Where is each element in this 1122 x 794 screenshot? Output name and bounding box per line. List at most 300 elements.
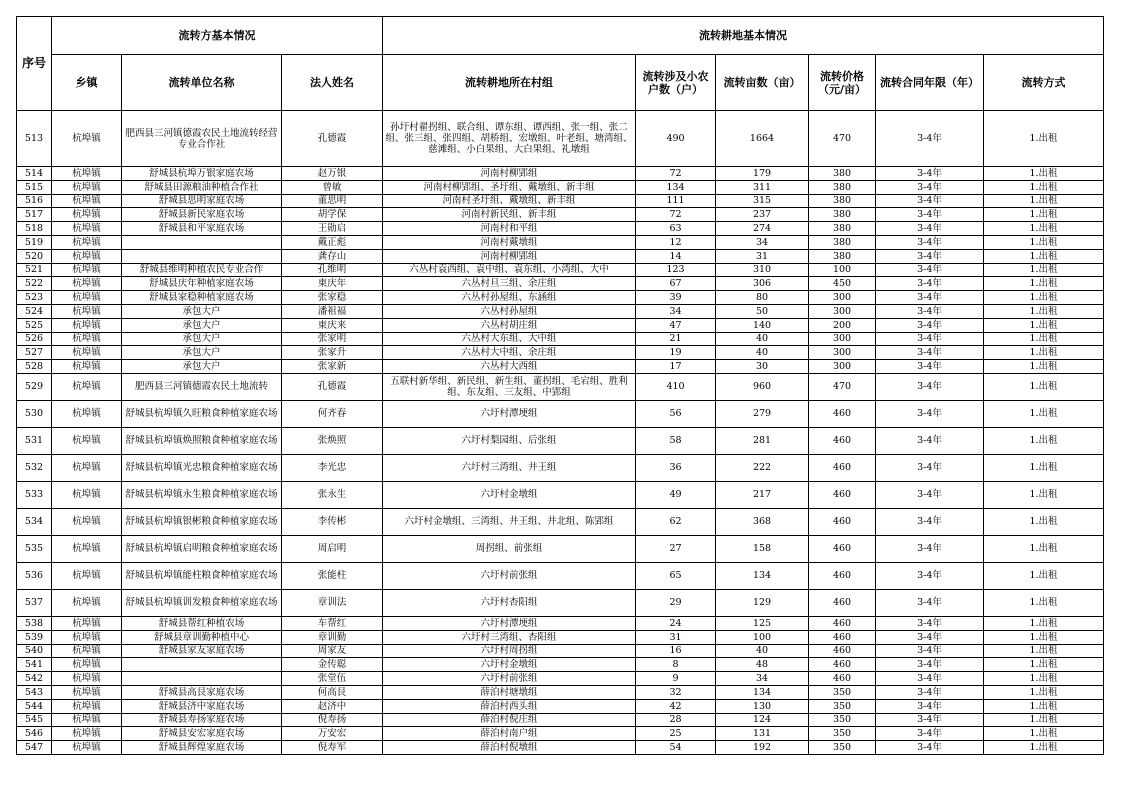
cell-location: 河南村圣圩组、戴墩组、新丰组 (383, 194, 636, 208)
cell-term: 3-4年 (876, 111, 984, 167)
cell-town: 杭埠镇 (52, 332, 122, 346)
cell-town: 杭埠镇 (52, 589, 122, 616)
cell-method: 1.出租 (984, 373, 1104, 400)
cell-area: 125 (716, 616, 809, 630)
table-row (17, 167, 1104, 181)
cell-area: 34 (716, 235, 809, 249)
cell-unit: 舒城县和平家庭农场 (122, 222, 282, 236)
cell-price: 300 (809, 291, 876, 305)
cell-households: 14 (636, 249, 716, 263)
cell-term: 3-4年 (876, 291, 984, 305)
cell-person: 张能柱 (282, 562, 383, 589)
cell-method: 1.出租 (984, 360, 1104, 374)
cell-area: 50 (716, 304, 809, 318)
cell-method: 1.出租 (984, 400, 1104, 427)
cell-person: 孔维明 (282, 263, 383, 277)
cell-person: 章训法 (282, 589, 383, 616)
cell-town: 杭埠镇 (52, 562, 122, 589)
cell-term: 3-4年 (876, 167, 984, 181)
cell-method: 1.出租 (984, 535, 1104, 562)
header-person: 法人姓名 (282, 55, 383, 111)
cell-households: 63 (636, 222, 716, 236)
header-seq: 序号 (17, 17, 52, 111)
cell-area: 960 (716, 373, 809, 400)
cell-unit: 舒城县家友家庭农场 (122, 644, 282, 658)
cell-location: 六圩村金墩组 (383, 481, 636, 508)
cell-term: 3-4年 (876, 249, 984, 263)
cell-seq: 541 (17, 658, 52, 672)
cell-term: 3-4年 (876, 277, 984, 291)
cell-person: 倪寿军 (282, 741, 383, 755)
cell-seq: 519 (17, 235, 52, 249)
cell-term: 3-4年 (876, 713, 984, 727)
cell-seq: 531 (17, 427, 52, 454)
cell-location: 薛泊村倪墩组 (383, 741, 636, 755)
table-row (17, 589, 1104, 616)
cell-town: 杭埠镇 (52, 111, 122, 167)
table-row (17, 616, 1104, 630)
cell-seq: 546 (17, 727, 52, 741)
cell-location: 六圩村梨园组、后张组 (383, 427, 636, 454)
cell-location: 六丛村大中组、余庄组 (383, 346, 636, 360)
cell-unit: 舒城县杭埠镇训发粮食种植家庭农场 (122, 589, 282, 616)
cell-price: 300 (809, 360, 876, 374)
cell-person: 東庆来 (282, 318, 383, 332)
cell-price: 100 (809, 263, 876, 277)
cell-price: 470 (809, 111, 876, 167)
cell-price: 380 (809, 194, 876, 208)
cell-area: 30 (716, 360, 809, 374)
cell-location: 六丛村孙屋组 (383, 304, 636, 318)
cell-method: 1.出租 (984, 727, 1104, 741)
cell-unit: 舒城县杭埠镇焕照粮食种植家庭农场 (122, 427, 282, 454)
header-households: 流转涉及小农户数（户） (636, 55, 716, 111)
cell-area: 129 (716, 589, 809, 616)
cell-area: 1664 (716, 111, 809, 167)
cell-area: 31 (716, 249, 809, 263)
cell-location: 周拐组、前张组 (383, 535, 636, 562)
cell-price: 350 (809, 741, 876, 755)
cell-price: 200 (809, 318, 876, 332)
cell-person: 曾敏 (282, 180, 383, 194)
cell-town: 杭埠镇 (52, 535, 122, 562)
cell-person: 车帮红 (282, 616, 383, 630)
cell-term: 3-4年 (876, 208, 984, 222)
table-row (17, 630, 1104, 644)
cell-method: 1.出租 (984, 318, 1104, 332)
cell-town: 杭埠镇 (52, 400, 122, 427)
cell-person: 周家友 (282, 644, 383, 658)
cell-location: 六丛村孙屋组、东涵组 (383, 291, 636, 305)
cell-households: 65 (636, 562, 716, 589)
cell-area: 134 (716, 685, 809, 699)
cell-location: 河南村柳郢组 (383, 249, 636, 263)
cell-person: 戴正彪 (282, 235, 383, 249)
table-row (17, 427, 1104, 454)
cell-town: 杭埠镇 (52, 249, 122, 263)
cell-unit (122, 249, 282, 263)
header-location: 流转耕地所在村组 (383, 55, 636, 111)
cell-town: 杭埠镇 (52, 277, 122, 291)
cell-method: 1.出租 (984, 685, 1104, 699)
cell-method: 1.出租 (984, 235, 1104, 249)
cell-area: 274 (716, 222, 809, 236)
cell-seq: 540 (17, 644, 52, 658)
table-row (17, 263, 1104, 277)
cell-seq: 522 (17, 277, 52, 291)
cell-person: 章训勤 (282, 630, 383, 644)
cell-seq: 537 (17, 589, 52, 616)
cell-location: 六圩村前张组 (383, 562, 636, 589)
cell-area: 306 (716, 277, 809, 291)
cell-seq: 520 (17, 249, 52, 263)
cell-price: 380 (809, 222, 876, 236)
cell-unit: 舒城县杭埠镇永生粮食种植家庭农场 (122, 481, 282, 508)
header-price: 流转价格（元/亩） (809, 55, 876, 111)
cell-unit: 舒城县帮红种植农场 (122, 616, 282, 630)
table-row (17, 360, 1104, 374)
cell-seq: 513 (17, 111, 52, 167)
cell-person: 万安宏 (282, 727, 383, 741)
cell-term: 3-4年 (876, 454, 984, 481)
cell-term: 3-4年 (876, 616, 984, 630)
cell-town: 杭埠镇 (52, 454, 122, 481)
cell-households: 62 (636, 508, 716, 535)
table-row (17, 373, 1104, 400)
cell-seq: 523 (17, 291, 52, 305)
table-row (17, 741, 1104, 755)
cell-seq: 527 (17, 346, 52, 360)
cell-location: 六丛村袁西组、袁中组、袁东组、小湾组、大中 (383, 263, 636, 277)
cell-area: 134 (716, 562, 809, 589)
cell-area: 48 (716, 658, 809, 672)
cell-town: 杭埠镇 (52, 508, 122, 535)
table-row (17, 180, 1104, 194)
cell-price: 380 (809, 235, 876, 249)
cell-price: 350 (809, 727, 876, 741)
cell-households: 123 (636, 263, 716, 277)
cell-term: 3-4年 (876, 194, 984, 208)
cell-method: 1.出租 (984, 304, 1104, 318)
cell-term: 3-4年 (876, 235, 984, 249)
cell-town: 杭埠镇 (52, 741, 122, 755)
cell-price: 380 (809, 167, 876, 181)
cell-method: 1.出租 (984, 644, 1104, 658)
cell-town: 杭埠镇 (52, 263, 122, 277)
cell-unit: 舒城县家稳种植家庭农场 (122, 291, 282, 305)
cell-unit: 舒城县杭埠镇光忠粮食种植家庭农场 (122, 454, 282, 481)
cell-price: 350 (809, 713, 876, 727)
cell-town: 杭埠镇 (52, 360, 122, 374)
table-row (17, 699, 1104, 713)
cell-method: 1.出租 (984, 332, 1104, 346)
cell-town: 杭埠镇 (52, 346, 122, 360)
cell-town: 杭埠镇 (52, 318, 122, 332)
cell-seq: 516 (17, 194, 52, 208)
cell-area: 140 (716, 318, 809, 332)
cell-method: 1.出租 (984, 427, 1104, 454)
cell-area: 310 (716, 263, 809, 277)
cell-unit: 舒城县杭埠镇能柱粮食种植家庭农场 (122, 562, 282, 589)
cell-price: 460 (809, 562, 876, 589)
cell-households: 24 (636, 616, 716, 630)
table-row (17, 658, 1104, 672)
cell-town: 杭埠镇 (52, 685, 122, 699)
cell-area: 281 (716, 427, 809, 454)
cell-method: 1.出租 (984, 222, 1104, 236)
cell-seq: 515 (17, 180, 52, 194)
cell-method: 1.出租 (984, 562, 1104, 589)
table-row (17, 291, 1104, 305)
cell-households: 19 (636, 346, 716, 360)
cell-town: 杭埠镇 (52, 727, 122, 741)
cell-location: 薛泊村西头组 (383, 699, 636, 713)
cell-method: 1.出租 (984, 454, 1104, 481)
cell-seq: 545 (17, 713, 52, 727)
cell-area: 315 (716, 194, 809, 208)
cell-area: 80 (716, 291, 809, 305)
cell-seq: 524 (17, 304, 52, 318)
cell-unit: 舒城县安宏家庭农场 (122, 727, 282, 741)
cell-term: 3-4年 (876, 699, 984, 713)
cell-location: 六圩村三湾组、井王组 (383, 454, 636, 481)
cell-households: 25 (636, 727, 716, 741)
cell-unit: 舒城县田源粮油种植合作社 (122, 180, 282, 194)
cell-location: 六圩村潭埂组 (383, 400, 636, 427)
cell-town: 杭埠镇 (52, 208, 122, 222)
cell-households: 56 (636, 400, 716, 427)
cell-term: 3-4年 (876, 400, 984, 427)
cell-price: 380 (809, 180, 876, 194)
cell-area: 217 (716, 481, 809, 508)
cell-town: 杭埠镇 (52, 427, 122, 454)
cell-town: 杭埠镇 (52, 672, 122, 686)
cell-households: 21 (636, 332, 716, 346)
table-row (17, 194, 1104, 208)
cell-price: 460 (809, 644, 876, 658)
cell-price: 460 (809, 589, 876, 616)
cell-person: 孔德霞 (282, 111, 383, 167)
cell-unit: 舒城县杭埠万银家庭农场 (122, 167, 282, 181)
cell-location: 河南村柳郢组、圣圩组、戴墩组、新丰组 (383, 180, 636, 194)
cell-price: 350 (809, 699, 876, 713)
cell-households: 410 (636, 373, 716, 400)
cell-unit: 舒城县高艮家庭农场 (122, 685, 282, 699)
cell-person: 李传彬 (282, 508, 383, 535)
header-term: 流转合同年限（年） (876, 55, 984, 111)
cell-method: 1.出租 (984, 508, 1104, 535)
cell-unit: 肥西县三河镇德霞农民土地流转 (122, 373, 282, 400)
cell-location: 六圩村金墩组 (383, 658, 636, 672)
cell-area: 192 (716, 741, 809, 755)
cell-person: 周启明 (282, 535, 383, 562)
table-row (17, 535, 1104, 562)
cell-unit: 舒城县寿扬家庭农场 (122, 713, 282, 727)
cell-method: 1.出租 (984, 658, 1104, 672)
cell-person: 倪寿扬 (282, 713, 383, 727)
cell-term: 3-4年 (876, 589, 984, 616)
cell-area: 100 (716, 630, 809, 644)
cell-person: 李光忠 (282, 454, 383, 481)
header-group-land: 流转耕地基本情况 (383, 17, 1104, 55)
cell-term: 3-4年 (876, 741, 984, 755)
cell-price: 380 (809, 249, 876, 263)
table-row (17, 727, 1104, 741)
cell-term: 3-4年 (876, 672, 984, 686)
table-row (17, 235, 1104, 249)
cell-method: 1.出租 (984, 630, 1104, 644)
cell-unit: 承包大户 (122, 346, 282, 360)
cell-price: 460 (809, 427, 876, 454)
cell-households: 31 (636, 630, 716, 644)
cell-price: 460 (809, 535, 876, 562)
cell-price: 300 (809, 304, 876, 318)
cell-location: 六圩村金墩组、三湾组、井王组、井北组、陈郢组 (383, 508, 636, 535)
cell-town: 杭埠镇 (52, 180, 122, 194)
table-row (17, 481, 1104, 508)
cell-person: 张永生 (282, 481, 383, 508)
cell-households: 27 (636, 535, 716, 562)
cell-town: 杭埠镇 (52, 194, 122, 208)
land-transfer-table (16, 16, 1104, 755)
cell-price: 380 (809, 208, 876, 222)
cell-term: 3-4年 (876, 360, 984, 374)
cell-seq: 514 (17, 167, 52, 181)
cell-method: 1.出租 (984, 180, 1104, 194)
cell-households: 28 (636, 713, 716, 727)
cell-location: 六丛村大西组 (383, 360, 636, 374)
table-row (17, 249, 1104, 263)
cell-unit: 舒城县新民家庭农场 (122, 208, 282, 222)
cell-location: 六圩村前张组 (383, 672, 636, 686)
cell-person: 潘祖福 (282, 304, 383, 318)
cell-households: 134 (636, 180, 716, 194)
table-row (17, 672, 1104, 686)
cell-location: 六丛村大东组、大中组 (383, 332, 636, 346)
cell-households: 32 (636, 685, 716, 699)
cell-households: 54 (636, 741, 716, 755)
header-area: 流转亩数（亩） (716, 55, 809, 111)
cell-term: 3-4年 (876, 508, 984, 535)
cell-person: 张家新 (282, 360, 383, 374)
cell-price: 460 (809, 630, 876, 644)
cell-seq: 547 (17, 741, 52, 755)
cell-unit: 舒城县济中家庭农场 (122, 699, 282, 713)
table-row (17, 685, 1104, 699)
cell-method: 1.出租 (984, 291, 1104, 305)
cell-method: 1.出租 (984, 277, 1104, 291)
cell-town: 杭埠镇 (52, 699, 122, 713)
cell-seq: 534 (17, 508, 52, 535)
cell-households: 42 (636, 699, 716, 713)
cell-unit (122, 672, 282, 686)
cell-person: 董思明 (282, 194, 383, 208)
cell-unit: 承包大户 (122, 332, 282, 346)
cell-location: 六圩村三湾组、杏阳组 (383, 630, 636, 644)
cell-person: 张家升 (282, 346, 383, 360)
header-group-transferor: 流转方基本情况 (52, 17, 383, 55)
table-row (17, 277, 1104, 291)
cell-term: 3-4年 (876, 180, 984, 194)
cell-households: 39 (636, 291, 716, 305)
cell-person: 孔德霞 (282, 373, 383, 400)
cell-households: 29 (636, 589, 716, 616)
cell-seq: 530 (17, 400, 52, 427)
cell-person: 王勋启 (282, 222, 383, 236)
cell-unit: 舒城县思明家庭农场 (122, 194, 282, 208)
cell-town: 杭埠镇 (52, 616, 122, 630)
cell-price: 460 (809, 454, 876, 481)
cell-seq: 533 (17, 481, 52, 508)
cell-seq: 536 (17, 562, 52, 589)
cell-term: 3-4年 (876, 644, 984, 658)
cell-town: 杭埠镇 (52, 658, 122, 672)
cell-method: 1.出租 (984, 194, 1104, 208)
cell-location: 六圩村杏阳组 (383, 589, 636, 616)
cell-person: 龚存山 (282, 249, 383, 263)
cell-households: 490 (636, 111, 716, 167)
cell-area: 179 (716, 167, 809, 181)
cell-term: 3-4年 (876, 427, 984, 454)
cell-households: 36 (636, 454, 716, 481)
cell-term: 3-4年 (876, 685, 984, 699)
cell-location: 河南村柳郢组 (383, 167, 636, 181)
cell-price: 460 (809, 616, 876, 630)
cell-area: 130 (716, 699, 809, 713)
cell-seq: 535 (17, 535, 52, 562)
cell-unit: 舒城县辉煌家庭农场 (122, 741, 282, 755)
cell-seq: 521 (17, 263, 52, 277)
cell-town: 杭埠镇 (52, 644, 122, 658)
cell-person: 胡学保 (282, 208, 383, 222)
cell-households: 67 (636, 277, 716, 291)
table-row (17, 644, 1104, 658)
cell-term: 3-4年 (876, 304, 984, 318)
cell-seq: 529 (17, 373, 52, 400)
cell-seq: 525 (17, 318, 52, 332)
table-row (17, 454, 1104, 481)
cell-seq: 539 (17, 630, 52, 644)
cell-households: 72 (636, 208, 716, 222)
cell-unit: 舒城县维明种植农民专业合作 (122, 263, 282, 277)
cell-town: 杭埠镇 (52, 373, 122, 400)
cell-seq: 518 (17, 222, 52, 236)
cell-method: 1.出租 (984, 167, 1104, 181)
table-row (17, 400, 1104, 427)
cell-households: 34 (636, 304, 716, 318)
cell-households: 49 (636, 481, 716, 508)
cell-method: 1.出租 (984, 616, 1104, 630)
cell-method: 1.出租 (984, 672, 1104, 686)
cell-area: 124 (716, 713, 809, 727)
cell-price: 460 (809, 400, 876, 427)
cell-price: 460 (809, 508, 876, 535)
cell-term: 3-4年 (876, 481, 984, 508)
cell-method: 1.出租 (984, 208, 1104, 222)
cell-method: 1.出租 (984, 111, 1104, 167)
cell-location: 六丛村旦三组、余庄组 (383, 277, 636, 291)
cell-area: 311 (716, 180, 809, 194)
cell-location: 河南村戴墩组 (383, 235, 636, 249)
cell-term: 3-4年 (876, 346, 984, 360)
cell-price: 460 (809, 672, 876, 686)
header-method: 流转方式 (984, 55, 1104, 111)
cell-area: 222 (716, 454, 809, 481)
cell-area: 40 (716, 644, 809, 658)
cell-term: 3-4年 (876, 318, 984, 332)
cell-price: 300 (809, 346, 876, 360)
cell-person: 何高艮 (282, 685, 383, 699)
